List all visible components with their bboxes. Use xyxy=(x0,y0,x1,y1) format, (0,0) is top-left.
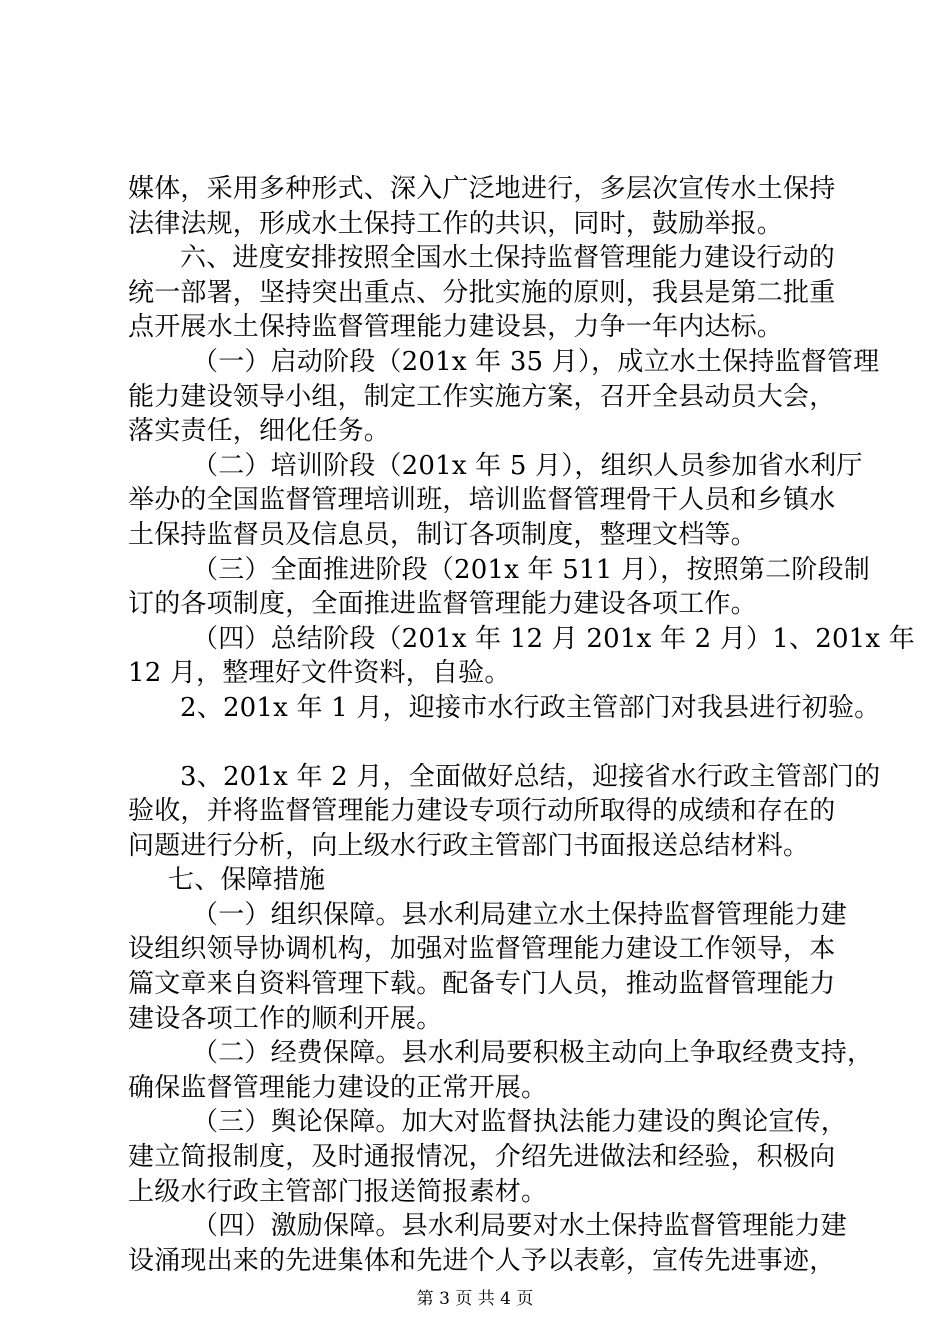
text-line: 12 月，整理好文件资料，自验。 xyxy=(128,658,511,689)
text-line: 设涌现出来的先进集体和先进个人予以表彰，宣传先进事迹， xyxy=(128,1245,836,1276)
text-line: 土保持监督员及信息员，制订各项制度，整理文档等。 xyxy=(128,519,757,550)
text-line: 3、201x 年 2 月，全面做好总结，迎接省水行政主管部门的 xyxy=(180,761,881,792)
text-line: 落实责任，细化任务。 xyxy=(128,416,391,447)
text-line: 确保监督管理能力建设的正常开展。 xyxy=(128,1072,548,1103)
text-line: （三）舆论保障。加大对监督执法能力建设的舆论宣传， xyxy=(192,1107,848,1138)
text-line: 举办的全国监督管理培训班，培训监督管理骨干人员和乡镇水 xyxy=(128,485,836,516)
text-line: 统一部署，坚持突出重点、分批实施的原则，我县是第二批重 xyxy=(128,277,836,308)
text-line: （三）全面推进阶段（201x 年 511 月），按照第二阶段制 xyxy=(192,554,870,585)
text-line: 媒体，采用多种形式、深入广泛地进行，多层次宣传水土保持 xyxy=(128,174,836,204)
text-line: （二）培训阶段（201x 年 5 月），组织人员参加省水利厅 xyxy=(192,450,863,481)
text-line: 法律法规，形成水土保持工作的共识，同时，鼓励举报。 xyxy=(128,208,784,239)
text-line: 篇文章来自资料管理下载。配备专门人员，推动监督管理能力 xyxy=(128,969,836,1000)
text-line: 订的各项制度，全面推进监督管理能力建设各项工作。 xyxy=(128,589,757,620)
text-line: 点开展水土保持监督管理能力建设县，力争一年内达标。 xyxy=(128,312,784,343)
text-line: 能力建设领导小组，制定工作实施方案，召开全县动员大会， xyxy=(128,381,836,412)
section-heading-measures: 七、保障措施 xyxy=(168,865,326,896)
paragraph-gap xyxy=(128,726,834,760)
text-line: 验收，并将监督管理能力建设专项行动所取得的成绩和存在的 xyxy=(128,796,836,827)
document-body xyxy=(128,172,915,1278)
text-line: （四）总结阶段（201x 年 12 月 201x 年 2 月）1、201x 年 xyxy=(192,623,915,654)
page-footer: 第 3 页 共 4 页 xyxy=(416,1289,534,1309)
text-line: 建设各项工作的顺利开展。 xyxy=(128,1003,443,1034)
text-line: （二）经费保障。县水利局要积极主动向上争取经费支持， xyxy=(192,1038,874,1069)
text-line: 问题进行分析，向上级水行政主管部门书面报送总结材料。 xyxy=(128,830,810,861)
text-line: 上级水行政主管部门报送简报素材。 xyxy=(128,1176,548,1207)
text-line: （一）启动阶段（201x 年 35 月），成立水土保持监督管理 xyxy=(192,346,880,377)
text-line: （四）激励保障。县水利局要对水土保持监督管理能力建 xyxy=(192,1211,848,1242)
text-line: 建立简报制度，及时通报情况，介绍先进做法和经验，积极向 xyxy=(128,1142,836,1173)
section-heading-schedule: 六、进度安排按照全国水土保持监督管理能力建设行动的 xyxy=(180,243,836,274)
text-line: （一）组织保障。县水利局建立水土保持监督管理能力建 xyxy=(192,899,848,930)
text-line: 设组织领导协调机构，加强对监督管理能力建设工作领导，本 xyxy=(128,934,836,965)
text-line: 2、201x 年 1 月，迎接市水行政主管部门对我县进行初验。 xyxy=(180,692,881,723)
